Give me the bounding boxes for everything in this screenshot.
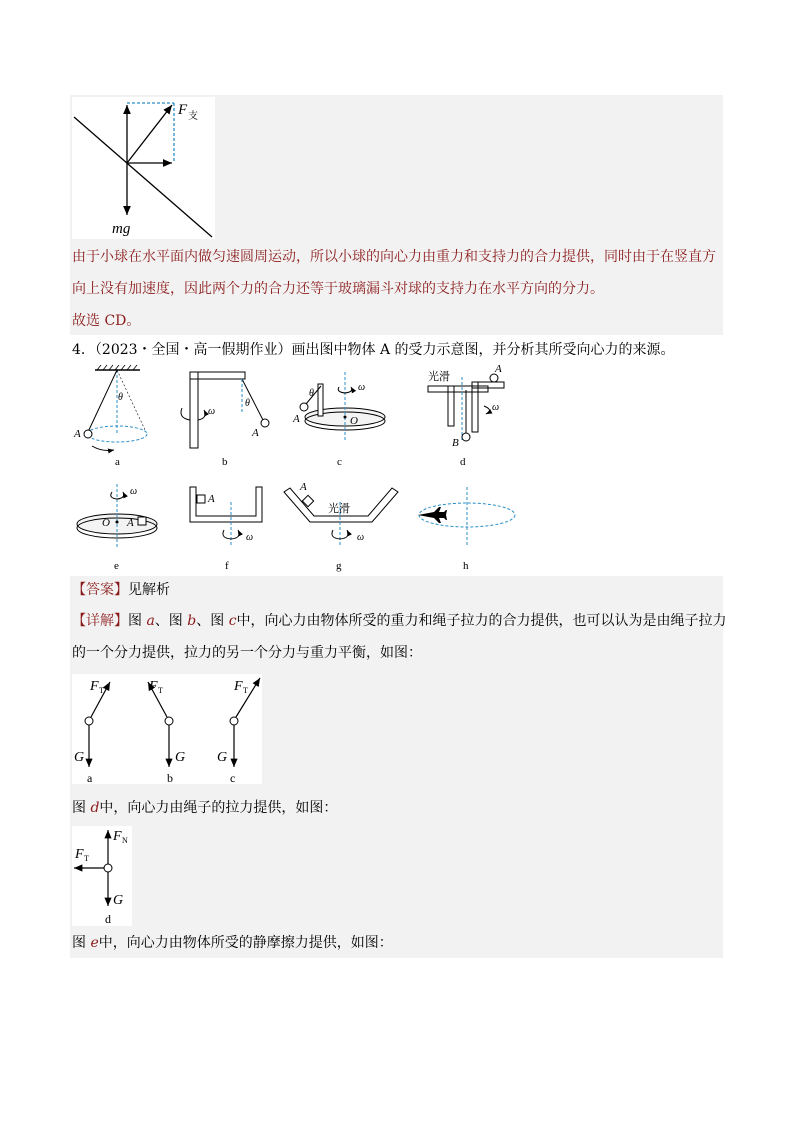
fig-b-A: A — [252, 427, 259, 439]
force-c-FT: F — [234, 679, 243, 694]
answer-line — [72, 580, 170, 600]
fig-b-theta: θ — [245, 398, 250, 409]
figure-h — [418, 487, 515, 572]
prev-answer-line-1: 由于小球在水平面内做匀速圆周运动，所以小球的向心力由重力和支持力的合力提供，同时由于在竖直方 — [72, 249, 716, 265]
force-a-label: a — [87, 771, 93, 784]
fig-f-A: A — [208, 493, 215, 505]
fig-d-label: d — [460, 456, 466, 468]
force-c-T-sub: T — [243, 686, 248, 695]
detail-d-fig: d — [90, 800, 100, 816]
detail-line-2: 的一个分力提供，拉力的另一个分力与重力平衡，如图： — [72, 645, 422, 661]
force-diagram-abc — [72, 674, 262, 784]
detail-line-1 — [72, 611, 727, 631]
force-d-label: d — [105, 912, 111, 926]
fig-e-A: A — [127, 517, 134, 529]
fig-a-A: A — [74, 428, 81, 440]
fig-g-label: g — [336, 560, 342, 572]
fig-c-A: A — [293, 413, 300, 425]
fig-g-omega: ω — [357, 532, 365, 543]
figure-a — [73, 365, 147, 468]
support-force-subscript: 支 — [188, 111, 198, 122]
fig-b-omega: ω — [208, 406, 216, 417]
airplane-icon — [418, 507, 447, 523]
fig-d-smooth: 光滑 — [428, 371, 450, 383]
force-a-T-sub: T — [99, 686, 104, 695]
prev-answer-conclusion: 故选 CD。 — [72, 313, 141, 329]
force-diagram-d — [72, 826, 132, 926]
fig-d-B: B — [452, 437, 459, 449]
detail-text-post: 中，向心力由物体所受的重力和绳子拉力的合力提供，也可以认为是由绳子拉力 — [236, 613, 727, 629]
detail-e-fig: e — [90, 935, 99, 951]
force-b-FT: F — [149, 679, 158, 694]
figure-f — [190, 487, 262, 572]
detail-d-post: 中，向心力由绳子的拉力提供，如图： — [99, 800, 338, 816]
figure-g — [284, 481, 398, 572]
figure-e — [77, 484, 157, 572]
support-force-label: F — [178, 102, 188, 118]
fig-e-O: O — [102, 517, 110, 529]
fig-a-label: a — [115, 456, 120, 468]
force-d-T-sub: T — [84, 854, 89, 863]
figure-d — [428, 363, 504, 468]
fig-e-omega: ω — [130, 486, 138, 497]
force-d-FN: F — [113, 829, 122, 844]
force-a-FT: F — [90, 679, 99, 694]
fig-g-A: A — [300, 481, 307, 493]
fig-c-O: O — [350, 415, 358, 427]
cone-force-figure — [72, 97, 215, 239]
figure-b — [181, 372, 269, 468]
fig-a-theta: θ — [118, 392, 123, 403]
question-figures — [70, 362, 540, 574]
fig-h-label: h — [463, 560, 469, 572]
fig-g-smooth: 光滑 — [328, 503, 350, 515]
force-b-T-sub: T — [158, 686, 163, 695]
detail-e-pre: 图 — [72, 935, 91, 951]
figure-c — [292, 372, 385, 468]
detail-fig-c: c — [228, 613, 237, 629]
detail-tag: 【详解】 — [72, 613, 128, 629]
fig-b-label: b — [222, 456, 228, 468]
weight-label: mg — [112, 221, 131, 237]
force-d-G: G — [113, 893, 124, 908]
detail-d-line — [72, 798, 337, 818]
fig-d-A: A — [495, 363, 502, 375]
question-4-text: 4．（2023・全国・高一假期作业）画出图中物体 A 的受力示意图，并分析其所受向心力的来源。 — [72, 342, 675, 358]
detail-sep-1: 、图 — [154, 613, 188, 629]
detail-text-pre: 图 — [128, 613, 147, 629]
force-b-label: b — [167, 771, 173, 784]
force-d-FT: F — [75, 847, 84, 862]
detail-e-post: 中，向心力由物体所受的静摩擦力提供，如图： — [98, 935, 393, 951]
force-a-G: G — [74, 750, 85, 765]
detail-e-line — [72, 933, 393, 953]
detail-fig-b: b — [187, 613, 197, 629]
detail-d-pre: 图 — [72, 800, 91, 816]
answer-tag: 【答案】 — [72, 582, 128, 598]
fig-c-omega: ω — [358, 382, 366, 393]
fig-c-label: c — [337, 456, 342, 468]
fig-f-omega: ω — [246, 532, 254, 543]
fig-d-omega: ω — [492, 402, 500, 413]
detail-fig-a: a — [146, 613, 155, 629]
fig-c-theta: θ — [309, 388, 314, 399]
answer-text: 见解析 — [128, 582, 170, 598]
force-c-G: G — [217, 750, 228, 765]
force-d-N-sub: N — [122, 836, 128, 845]
prev-answer-line-2: 向上没有加速度，因此两个力的合力还等于玻璃漏斗对球的支持力在水平方向的分力。 — [72, 281, 604, 297]
force-c-label: c — [230, 771, 236, 784]
detail-sep-2: 、图 — [196, 613, 229, 629]
force-b-G: G — [175, 750, 186, 765]
fig-e-label: e — [114, 560, 119, 572]
fig-f-label: f — [225, 560, 229, 572]
